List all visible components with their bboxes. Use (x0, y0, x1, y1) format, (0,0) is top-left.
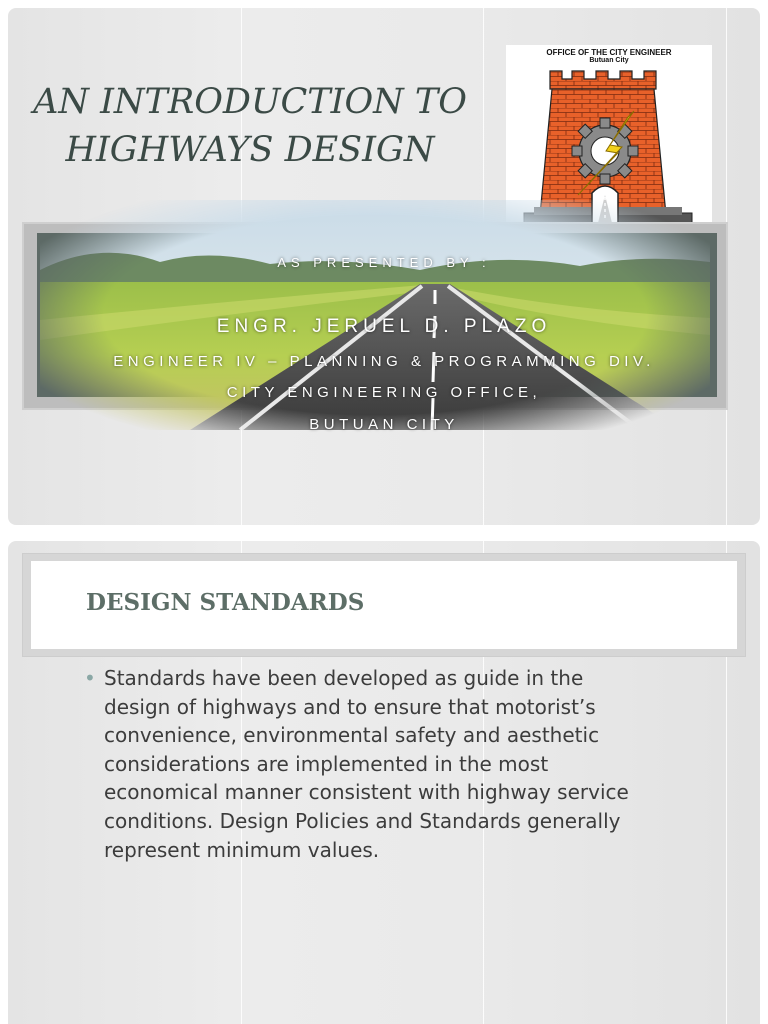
presenter-office: CITY ENGINEERING OFFICE, (226, 384, 542, 401)
title-line-1: AN INTRODUCTION TO (33, 82, 467, 122)
bullet-list (84, 664, 644, 864)
presenter-role: ENGINEER IV – PLANNING & PROGRAMMING DIV. (113, 353, 655, 370)
bullet-icon: • (84, 666, 96, 690)
slide-title (10, 78, 490, 174)
logo-caption-city: Butuan City (589, 57, 629, 64)
title-line-2: HIGHWAYS DESIGN (65, 130, 435, 170)
logo-caption-office: OFFICE OF THE CITY ENGINEER (546, 48, 672, 57)
presenter-city: BUTUAN CITY (309, 416, 459, 433)
slide-heading: DESIGN STANDARDS (86, 589, 365, 616)
list-item (84, 664, 644, 864)
presenter-name: ENGR. JERUEL D. PLAZO (216, 316, 552, 337)
presented-by-label: AS PRESENTED BY : (277, 255, 491, 270)
bullet-text: Standards have been developed as guide in the design of highways and to ensure that motorist’s convenience, environmental safety and aesthetic considerations are implemented in the most economical manner consistent with highway service conditions. Design Policies and Standards generally represent minimum values. (104, 666, 629, 862)
